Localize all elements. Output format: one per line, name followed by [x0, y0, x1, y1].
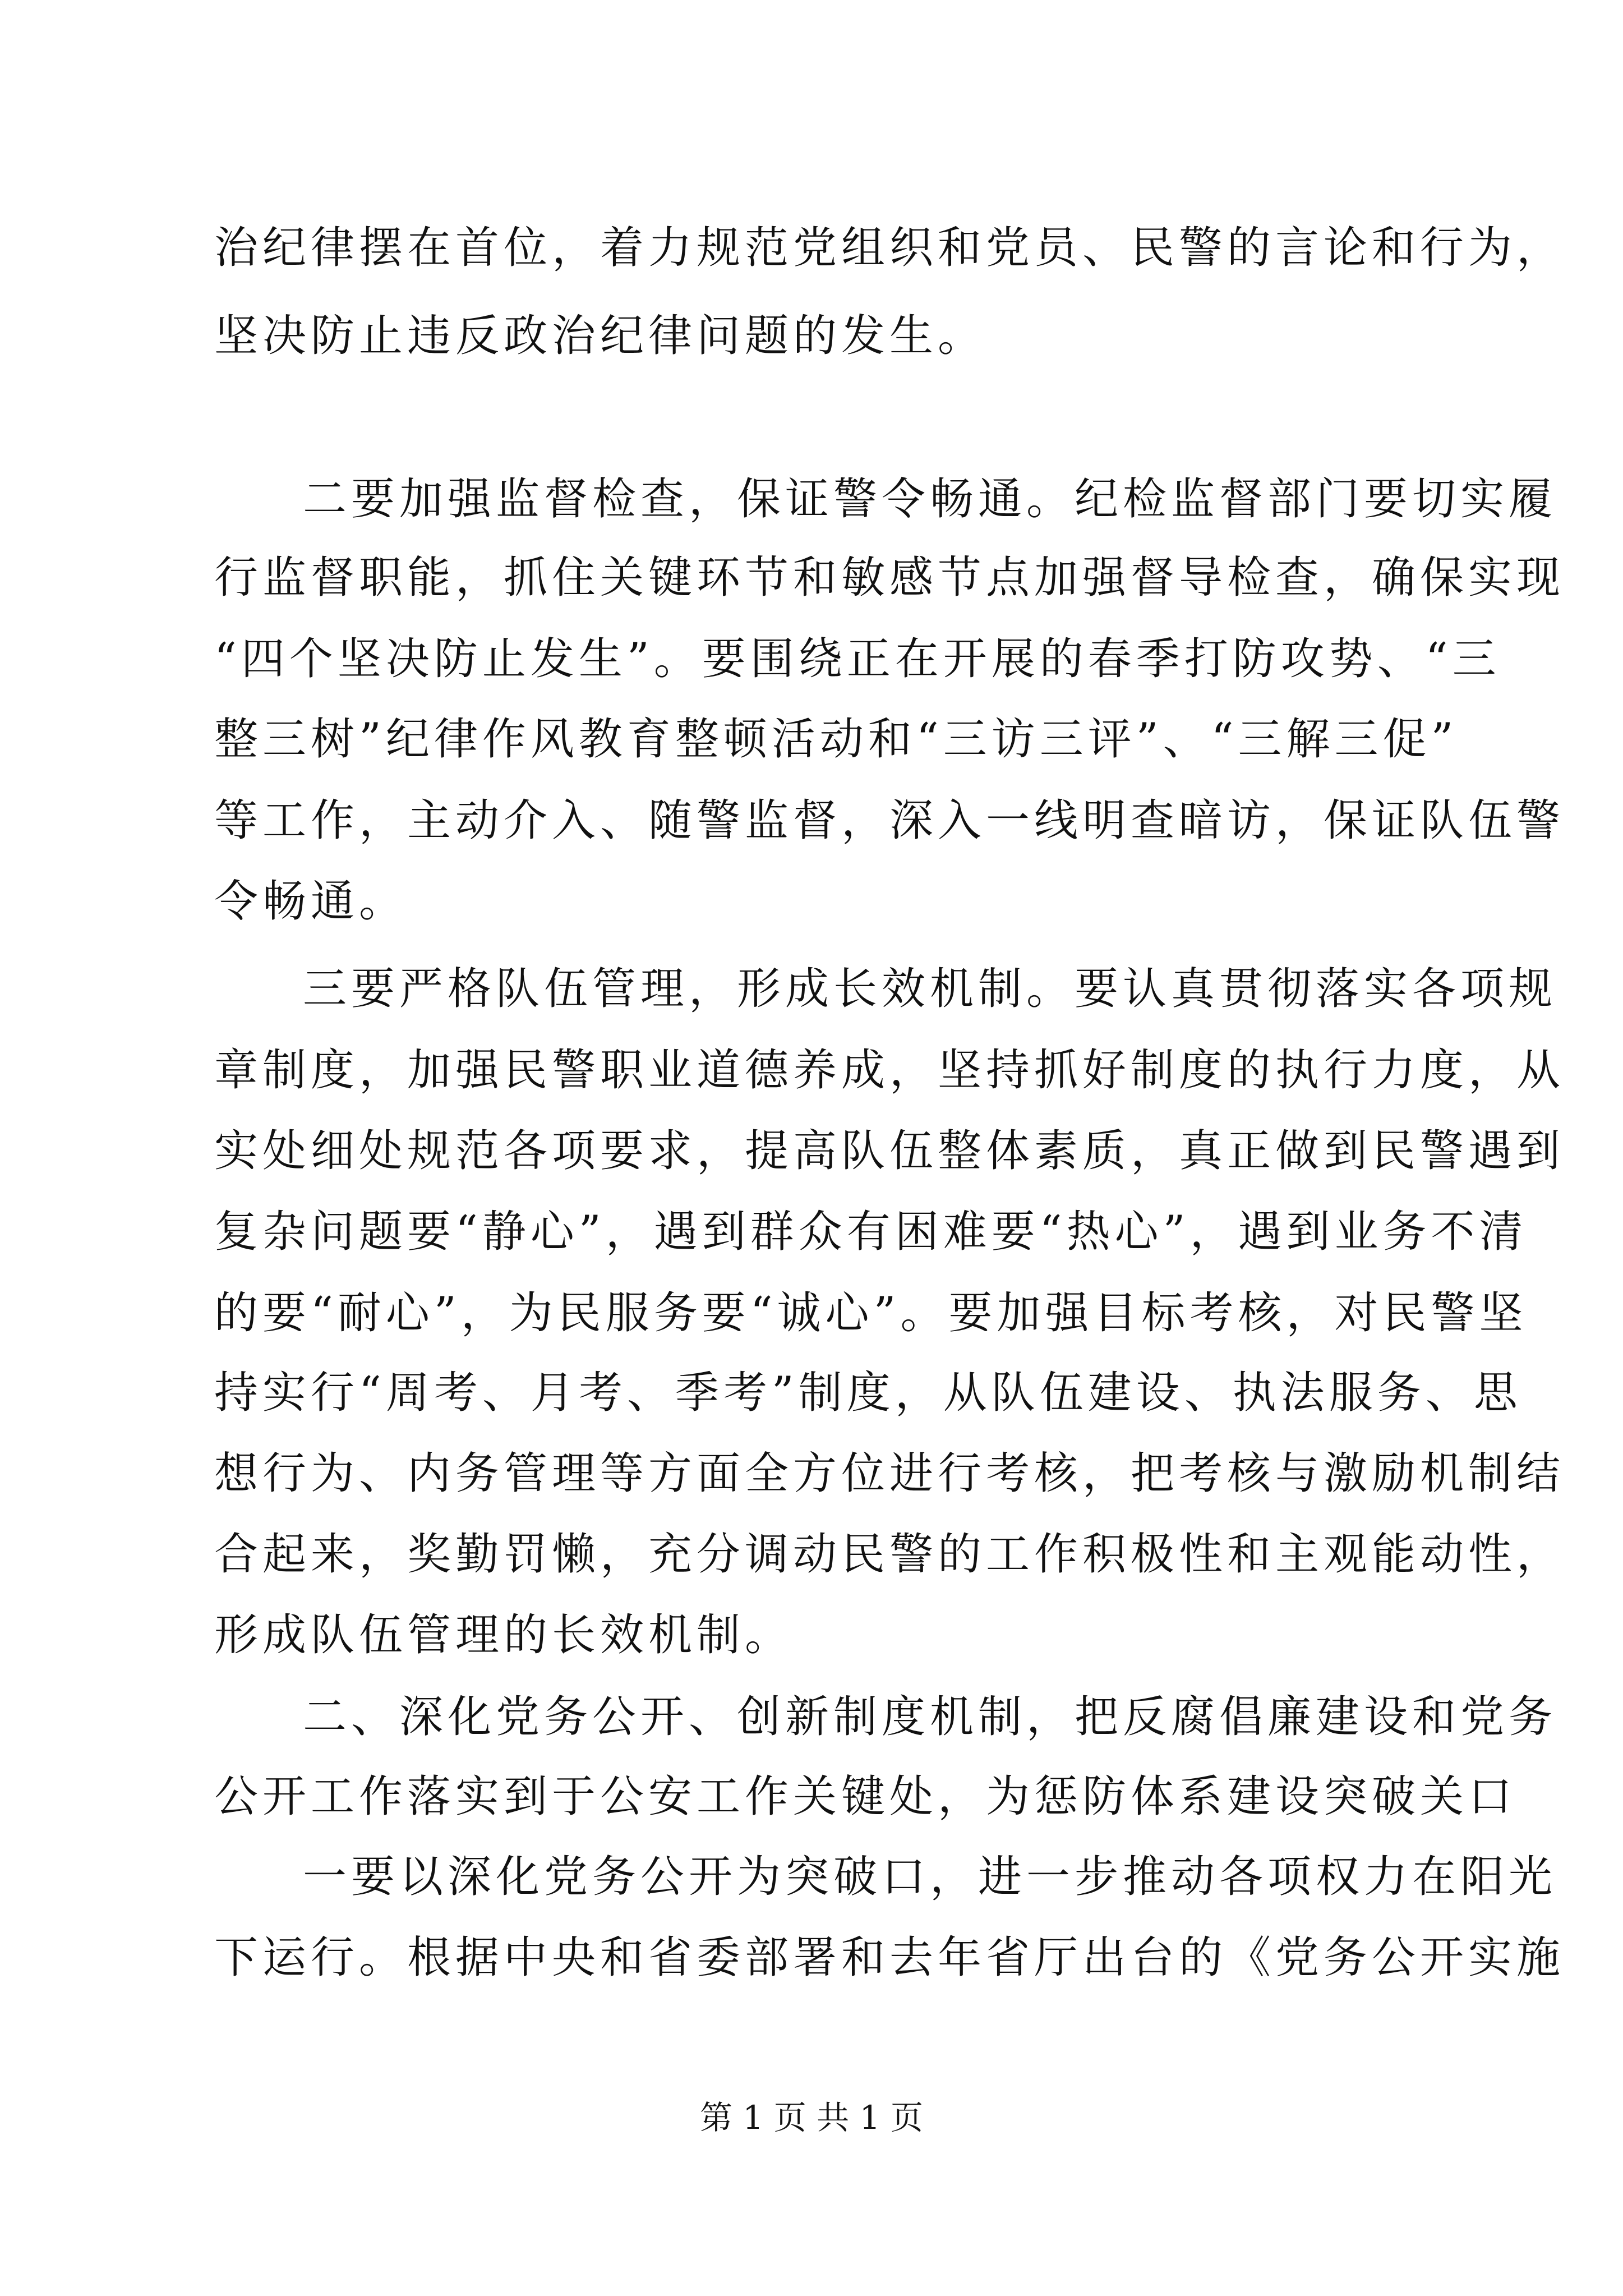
text-line: 坚决防止违反政治纪律问题的发生。: [214, 311, 986, 361]
text-line: 持实行“周考、月考、季考”制度，从队伍建设、执法服务、思: [214, 1368, 1522, 1418]
section-heading-line: 二、深化党务公开、创新制度机制，把反腐倡廉建设和党务: [303, 1692, 1557, 1742]
text-line: 复杂问题要“静心”，遇到群众有困难要“热心”，遇到业务不清: [214, 1207, 1528, 1257]
text-line: 等工作，主动介入、随警监督，深入一线明查暗访，保证队伍警: [214, 795, 1565, 846]
paragraph-first-line: 二要加强监督检查，保证警令畅通。纪检监督部门要切实履: [303, 474, 1557, 524]
text-line: 实处细处规范各项要求，提高队伍整体素质，真正做到民警遇到: [214, 1126, 1565, 1176]
text-line: 下运行。根据中央和省委部署和去年省厅出台的《党务公开实施: [214, 1932, 1565, 1983]
text-line: 令畅通。: [214, 876, 408, 927]
text-line: 合起来，奖勤罚懒，充分调动民警的工作积极性和主观能动性，: [214, 1529, 1565, 1580]
text-line: 整三树”纪律作风教育整顿活动和“三访三评”、“三解三促”: [214, 714, 1458, 765]
text-line: 想行为、内务管理等方面全方位进行考核，把考核与激励机制结: [214, 1448, 1565, 1499]
section-heading-line: 公开工作落实到于公安工作关键处，为惩防体系建设突破关口: [214, 1772, 1517, 1822]
text-line: 的要“耐心”，为民服务要“诚心”。要加强目标考核，对民警坚: [214, 1288, 1528, 1338]
paragraph-first-line: 一要以深化党务公开为突破口，进一步推动各项权力在阳光: [303, 1852, 1557, 1902]
text-line: 章制度，加强民警职业道德养成，坚持抓好制度的执行力度，从: [214, 1045, 1565, 1096]
text-line: 形成队伍管理的长效机制。: [214, 1610, 794, 1660]
text-line: 治纪律摆在首位，着力规范党组织和党员、民警的言论和行为，: [214, 223, 1565, 273]
text-line: “四个坚决防止发生”。要围绕正在开展的春季打防攻势、“三: [214, 634, 1501, 684]
text-line: 行监督职能，抓住关键环节和敏感节点加强督导检查，确保实现: [214, 553, 1565, 603]
paragraph-first-line: 三要严格队伍管理，形成长效机制。要认真贯彻落实各项规: [303, 964, 1557, 1014]
page-number-footer: 第 1 页 共 1 页: [700, 2099, 923, 2137]
